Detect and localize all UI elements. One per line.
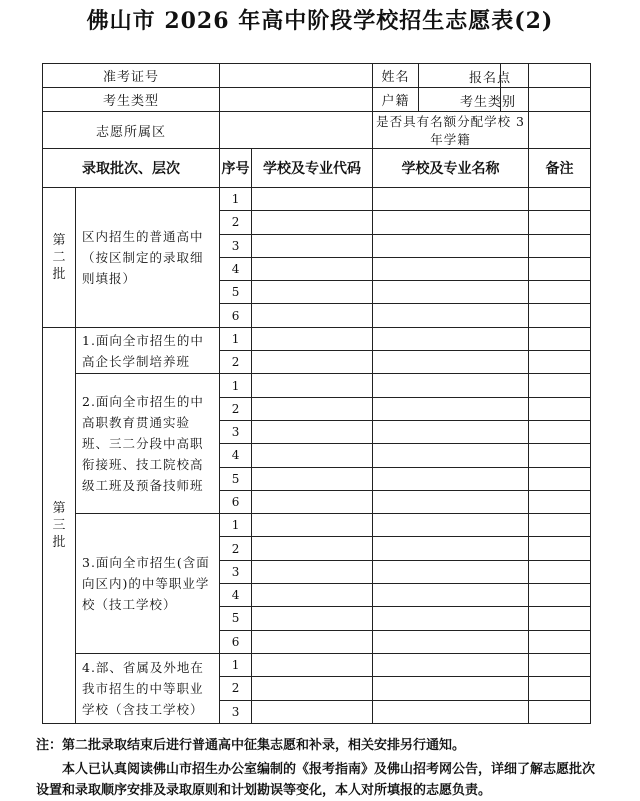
- group-desc: 区内招生的普通高中（按区制定的录取细则填报）: [76, 188, 220, 328]
- code-cell[interactable]: [252, 677, 373, 700]
- seq-number: 4: [220, 257, 252, 280]
- code-cell[interactable]: [252, 397, 373, 420]
- school-cell[interactable]: [373, 397, 529, 420]
- batch-third: 第三批: [43, 327, 76, 723]
- quota-field[interactable]: [529, 112, 591, 149]
- seq-number: 3: [220, 420, 252, 443]
- code-cell[interactable]: [252, 351, 373, 374]
- code-cell[interactable]: [252, 374, 373, 397]
- seq-number: 1: [220, 514, 252, 537]
- school-cell[interactable]: [373, 537, 529, 560]
- group-desc: 1.面向全市招生的中高企长学制培养班: [76, 327, 220, 374]
- remark-cell[interactable]: [529, 607, 591, 630]
- candidate-type-label: 考生类型: [43, 88, 220, 112]
- remark-cell[interactable]: [529, 374, 591, 397]
- school-cell[interactable]: [373, 211, 529, 234]
- district-field[interactable]: [220, 112, 373, 149]
- school-cell[interactable]: [373, 374, 529, 397]
- seq-number: 2: [220, 397, 252, 420]
- school-cell[interactable]: [373, 514, 529, 537]
- seq-number: 6: [220, 490, 252, 513]
- exam-id-field[interactable]: [220, 64, 373, 88]
- code-cell[interactable]: [252, 281, 373, 304]
- school-cell[interactable]: [373, 444, 529, 467]
- school-cell[interactable]: [373, 351, 529, 374]
- site-field[interactable]: [529, 64, 591, 88]
- remark-cell[interactable]: [529, 560, 591, 583]
- header-code: 学校及专业代码: [252, 149, 373, 188]
- name-label: 姓名: [373, 64, 419, 88]
- school-cell[interactable]: [373, 304, 529, 327]
- code-cell[interactable]: [252, 234, 373, 257]
- form-title: 佛山市 2026 年高中阶段学校招生志愿表(2): [86, 8, 554, 34]
- exam-id-label: 准考证号: [43, 64, 220, 88]
- code-cell[interactable]: [252, 700, 373, 723]
- code-cell[interactable]: [252, 467, 373, 490]
- remark-cell[interactable]: [529, 397, 591, 420]
- school-cell[interactable]: [373, 700, 529, 723]
- school-cell[interactable]: [373, 327, 529, 350]
- seq-number: 1: [220, 653, 252, 676]
- seq-number: 4: [220, 584, 252, 607]
- remark-cell[interactable]: [529, 304, 591, 327]
- seq-number: 4: [220, 444, 252, 467]
- remark-cell[interactable]: [529, 490, 591, 513]
- school-cell[interactable]: [373, 607, 529, 630]
- seq-number: 5: [220, 607, 252, 630]
- note-supplementary: 注：第二批录取结束后进行普通高中征集志愿和补录，相关安排另行通知。: [36, 738, 466, 753]
- code-cell[interactable]: [252, 188, 373, 211]
- remark-cell[interactable]: [529, 444, 591, 467]
- seq-number: 5: [220, 281, 252, 304]
- code-cell[interactable]: [252, 514, 373, 537]
- header-seq: 序号: [220, 149, 252, 188]
- candidate-type-field[interactable]: [220, 88, 373, 112]
- school-cell[interactable]: [373, 677, 529, 700]
- group-desc: 4.部、省属及外地在我市招生的中等职业学校（含技工学校）: [76, 653, 220, 723]
- seq-number: 2: [220, 351, 252, 374]
- seq-number: 6: [220, 304, 252, 327]
- district-label: 志愿所属区: [43, 112, 220, 149]
- remark-cell[interactable]: [529, 188, 591, 211]
- code-cell[interactable]: [252, 630, 373, 653]
- header-batch: 录取批次、层次: [43, 149, 220, 188]
- school-cell[interactable]: [373, 560, 529, 583]
- school-cell[interactable]: [373, 653, 529, 676]
- school-cell[interactable]: [373, 234, 529, 257]
- remark-cell[interactable]: [529, 234, 591, 257]
- code-cell[interactable]: [252, 327, 373, 350]
- code-cell[interactable]: [252, 607, 373, 630]
- school-cell[interactable]: [373, 281, 529, 304]
- remark-cell[interactable]: [529, 351, 591, 374]
- note-declaration: 本人已认真阅读佛山市招生办公室编制的《报考指南》及佛山招考网公告，详细了解志愿批次设置和录取顺序安排及录取原则和计划勘误等变化，本人对所填报的志愿负责。: [36, 762, 596, 798]
- code-cell[interactable]: [252, 420, 373, 443]
- code-cell[interactable]: [252, 444, 373, 467]
- code-cell[interactable]: [252, 560, 373, 583]
- header-remark: 备注: [529, 149, 591, 188]
- remark-cell[interactable]: [529, 211, 591, 234]
- remark-cell[interactable]: [529, 677, 591, 700]
- code-cell[interactable]: [252, 584, 373, 607]
- site-label: 报名点: [468, 71, 511, 86]
- header-school: 学校及专业名称: [373, 149, 529, 188]
- school-cell[interactable]: [373, 630, 529, 653]
- code-cell[interactable]: [252, 653, 373, 676]
- seq-number: 2: [220, 677, 252, 700]
- seq-number: 3: [220, 700, 252, 723]
- school-cell[interactable]: [373, 420, 529, 443]
- seq-number: 1: [220, 188, 252, 211]
- quota-question-label: 是否具有名额分配学校 3 年学籍: [373, 112, 529, 149]
- school-cell[interactable]: [373, 188, 529, 211]
- seq-number: 1: [220, 374, 252, 397]
- remark-cell[interactable]: [529, 537, 591, 560]
- remark-cell[interactable]: [529, 700, 591, 723]
- school-cell[interactable]: [373, 257, 529, 280]
- remark-cell[interactable]: [529, 630, 591, 653]
- code-cell[interactable]: [252, 304, 373, 327]
- seq-number: 2: [220, 537, 252, 560]
- batch-second: 第二批: [43, 188, 76, 328]
- remark-cell[interactable]: [529, 467, 591, 490]
- candidate-category-field[interactable]: [529, 88, 591, 112]
- remark-cell[interactable]: [529, 257, 591, 280]
- candidate-category-label: 考生类别: [459, 95, 516, 110]
- group-desc: 3.面向全市招生(含面向区内)的中等职业学校（技工学校）: [76, 514, 220, 654]
- remark-cell[interactable]: [529, 327, 591, 350]
- application-form-table: [42, 63, 591, 724]
- school-cell[interactable]: [373, 467, 529, 490]
- seq-number: 2: [220, 211, 252, 234]
- seq-number: 6: [220, 630, 252, 653]
- household-label: 户籍: [373, 88, 419, 112]
- remark-cell[interactable]: [529, 653, 591, 676]
- code-cell[interactable]: [252, 537, 373, 560]
- seq-number: 3: [220, 234, 252, 257]
- remark-cell[interactable]: [529, 420, 591, 443]
- code-cell[interactable]: [252, 490, 373, 513]
- school-cell[interactable]: [373, 490, 529, 513]
- code-cell[interactable]: [252, 257, 373, 280]
- seq-number: 3: [220, 560, 252, 583]
- remark-cell[interactable]: [529, 584, 591, 607]
- code-cell[interactable]: [252, 211, 373, 234]
- group-desc: 2.面向全市招生的中高职教育贯通实验班、三二分段中高职衔接班、技工院校高级工班及预备技师班: [76, 374, 220, 514]
- remark-cell[interactable]: [529, 514, 591, 537]
- school-cell[interactable]: [373, 584, 529, 607]
- seq-number: 5: [220, 467, 252, 490]
- seq-number: 1: [220, 327, 252, 350]
- remark-cell[interactable]: [529, 281, 591, 304]
